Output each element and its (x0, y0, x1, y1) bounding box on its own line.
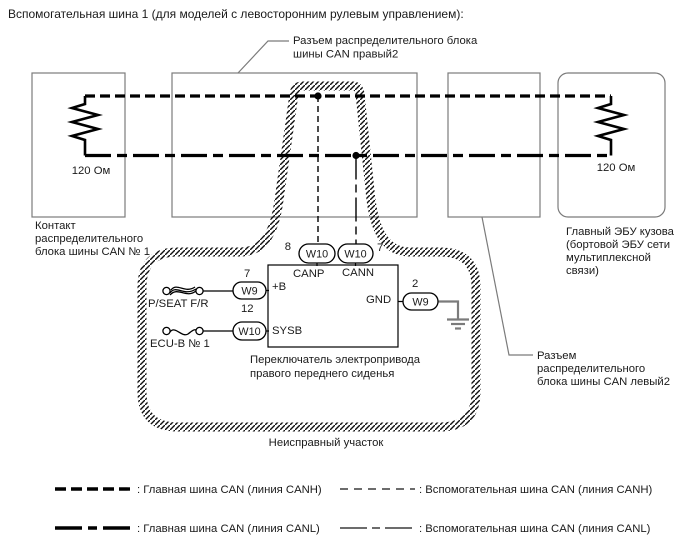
pseat-label: P/SEAT F/R (148, 298, 209, 310)
pin-name-sysb: SYSB (272, 325, 303, 337)
pin-number-gnd: 2 (412, 278, 419, 290)
main-body-ecu-label (566, 226, 675, 277)
resistor-value-left: 120 Ом (71, 165, 111, 177)
svg-text:блока шины CAN левый2: блока шины CAN левый2 (537, 376, 671, 388)
legend-label-aux-canh: : Вспомогательная шина CAN (линия CANH) (419, 484, 653, 496)
fuse-icon-pseat (163, 287, 203, 295)
connector-label-sysb: W10 (238, 326, 261, 338)
fault-area-label: Неисправный участок (268, 437, 384, 449)
legend-label-main-canl: : Главная шина CAN (линия CANL) (137, 523, 320, 535)
canh-junction-dot (314, 92, 321, 99)
connector-label-plus-b: W9 (241, 285, 258, 298)
svg-text:связи): связи) (566, 265, 599, 277)
legend (55, 484, 653, 535)
can-branch-left2-label (537, 350, 670, 388)
svg-text:Переключатель электропривода: Переключатель электропривода (250, 354, 421, 366)
ecub-label: ECU-B № 1 (150, 338, 210, 350)
pin-name-canp: CANP (293, 268, 325, 280)
leader-line-right2 (238, 41, 289, 73)
can-branch-right2-label (293, 35, 478, 61)
can-junction-no1-box (32, 73, 125, 217)
page-title: Вспомогательная шина 1 (для моделей с левосторонним рулевым управлением): (8, 7, 464, 21)
svg-text:мультиплексной: мультиплексной (566, 252, 651, 264)
seat-switch-caption (250, 354, 421, 380)
svg-text:Контакт: Контакт (35, 220, 76, 232)
resistor-value-right: 120 Ом (596, 162, 636, 174)
leader-line-left2 (482, 217, 533, 355)
pin-number-cann: 7 (377, 242, 384, 254)
can-junction-no1-label (35, 220, 150, 258)
svg-text:распределительного: распределительного (537, 363, 646, 375)
resistor-icon-left (72, 96, 98, 156)
fuse-icon-ecub (163, 327, 203, 334)
canl-junction-dot (352, 152, 359, 159)
pin-number-plus-b: 7 (244, 268, 251, 280)
svg-text:Разъем распределительного блок: Разъем распределительного блока (293, 35, 478, 47)
resistor-icon-right (598, 96, 624, 156)
pin-name-gnd: GND (366, 294, 392, 306)
connector-label-gnd: W9 (412, 296, 429, 309)
pin-number-canp: 8 (284, 241, 291, 253)
pin-name-cann: CANN (342, 267, 375, 279)
svg-text:шины CAN правый2: шины CAN правый2 (293, 48, 399, 61)
svg-text:Главный ЭБУ кузова: Главный ЭБУ кузова (566, 226, 674, 238)
legend-label-main-canh: : Главная шина CAN (линия CANH) (137, 484, 322, 496)
svg-text:Разъем: Разъем (537, 350, 577, 362)
svg-text:блока шины CAN № 1: блока шины CAN № 1 (35, 246, 150, 258)
connector-label-canp: W10 (305, 248, 329, 261)
pin-number-sysb: 12 (241, 303, 254, 315)
ground-icon (438, 302, 469, 329)
legend-label-aux-canl: : Вспомогательная шина CAN (линия CANL) (419, 523, 651, 535)
svg-text:(бортовой ЭБУ сети: (бортовой ЭБУ сети (566, 239, 671, 251)
pin-name-plus-b: +B (272, 281, 287, 293)
connector-label-cann: W10 (344, 248, 367, 261)
svg-text:правого переднего сиденья: правого переднего сиденья (250, 368, 395, 380)
svg-text:распределительного: распределительного (35, 233, 144, 245)
